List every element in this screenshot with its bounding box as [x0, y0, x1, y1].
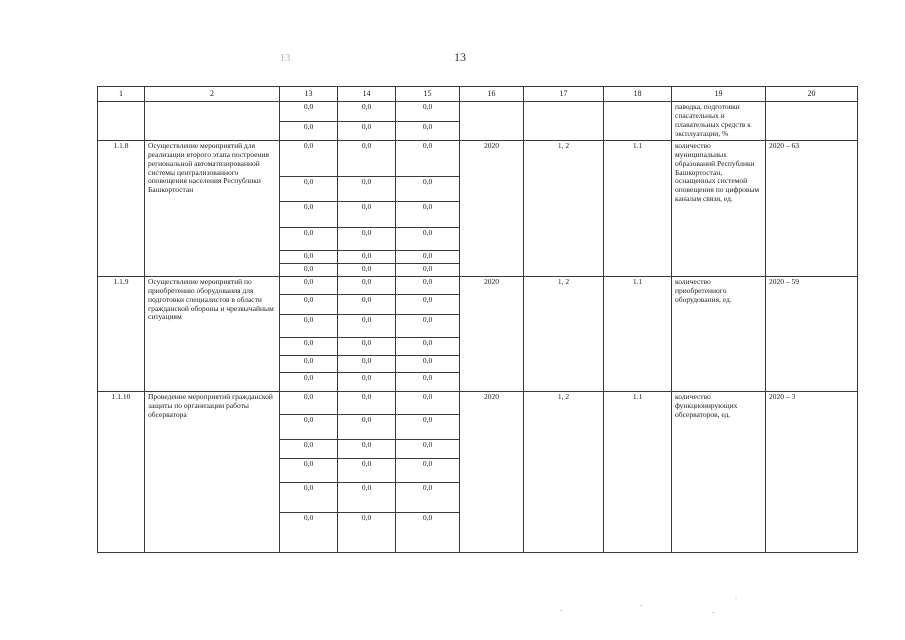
value-cell: 0,0 [396, 177, 460, 202]
col-header: 13 [280, 87, 338, 102]
task-cell [524, 102, 604, 141]
value-cell: 0,0 [396, 141, 460, 177]
value-cell: 0,0 [338, 513, 396, 553]
value-cell: 0,0 [338, 122, 396, 141]
value-cell: 0,0 [338, 392, 396, 415]
value-cell: 0,0 [338, 373, 396, 392]
value-cell: 0,0 [280, 315, 338, 338]
goal-cell: 1.1 [604, 141, 672, 277]
indicator-cell: паводка, подготовки спасательных и плавательных средств к эксплуатации, % [672, 102, 766, 141]
value-cell: 0,0 [338, 356, 396, 373]
task-cell: 1, 2 [524, 277, 604, 392]
event-cell: Проведение мероприятий гражданской защиты по организации работы обсерватора [145, 392, 280, 553]
value-cell: 0,0 [396, 264, 460, 277]
task-cell: 1, 2 [524, 392, 604, 553]
value-cell: 0,0 [280, 251, 338, 264]
event-cell: Осуществление мероприятий для реализации второго этапа построения региональной автоматизированной системы централизованного оповещения населения Республики Башкортостан [145, 141, 280, 277]
row-number-cell: 1.1.8 [98, 141, 145, 277]
value-cell: 0,0 [280, 483, 338, 513]
table-row [98, 277, 858, 295]
value-cell: 0,0 [338, 295, 396, 315]
value-cell: 0,0 [338, 338, 396, 356]
value-cell: 0,0 [396, 483, 460, 513]
event-cell [145, 102, 280, 141]
col-header: 17 [524, 87, 604, 102]
value-cell: 0,0 [280, 202, 338, 228]
value-cell: 0,0 [396, 228, 460, 251]
indicator-cell: количество функционирующих обсерваторов, ед. [672, 392, 766, 553]
scan-speck [712, 612, 714, 613]
value-cell: 0,0 [280, 338, 338, 356]
col-header: 19 [672, 87, 766, 102]
value-cell: 0,0 [338, 483, 396, 513]
task-cell: 1, 2 [524, 141, 604, 277]
value-cell: 0,0 [396, 338, 460, 356]
year-cell: 2020 [460, 141, 524, 277]
col-header: 15 [396, 87, 460, 102]
value-cell: 0,0 [338, 251, 396, 264]
value-cell: 0,0 [338, 141, 396, 177]
value-cell: 0,0 [338, 315, 396, 338]
target-cell [766, 102, 858, 141]
indicator-cell: количество приобретенного оборудования, ед. [672, 277, 766, 392]
col-header: 18 [604, 87, 672, 102]
col-header: 2 [145, 87, 280, 102]
value-cell: 0,0 [338, 264, 396, 277]
row-number-cell [98, 102, 145, 141]
table-row [98, 102, 858, 122]
value-cell: 0,0 [280, 177, 338, 202]
target-cell: 2020 – 63 [766, 141, 858, 277]
page-number: 13 [454, 50, 466, 64]
value-cell: 0,0 [280, 415, 338, 440]
value-cell: 0,0 [396, 251, 460, 264]
value-cell: 0,0 [396, 277, 460, 295]
value-cell: 0,0 [338, 102, 396, 122]
column-header-row [98, 87, 858, 102]
value-cell: 0,0 [396, 415, 460, 440]
value-cell: 0,0 [280, 228, 338, 251]
value-cell: 0,0 [280, 141, 338, 177]
target-cell: 2020 – 3 [766, 392, 858, 553]
value-cell: 0,0 [396, 440, 460, 459]
value-cell: 0,0 [396, 513, 460, 553]
value-cell: 0,0 [280, 440, 338, 459]
value-cell: 0,0 [280, 373, 338, 392]
col-header: 14 [338, 87, 396, 102]
col-header: 16 [460, 87, 524, 102]
value-cell: 0,0 [396, 373, 460, 392]
goal-cell [604, 102, 672, 141]
value-cell: 0,0 [338, 202, 396, 228]
value-cell: 0,0 [396, 122, 460, 141]
value-cell: 0,0 [396, 356, 460, 373]
value-cell: 0,0 [280, 122, 338, 141]
value-cell: 0,0 [338, 177, 396, 202]
row-number-cell: 1.1.9 [98, 277, 145, 392]
value-cell: 0,0 [396, 202, 460, 228]
year-cell: 2020 [460, 392, 524, 553]
col-header: 1 [98, 87, 145, 102]
value-cell: 0,0 [396, 392, 460, 415]
value-cell: 0,0 [396, 102, 460, 122]
table-row [98, 392, 858, 415]
year-cell: 2020 [460, 277, 524, 392]
value-cell: 0,0 [338, 277, 396, 295]
value-cell: 0,0 [396, 459, 460, 483]
value-cell: 0,0 [338, 459, 396, 483]
value-cell: 0,0 [280, 102, 338, 122]
target-cell: 2020 – 59 [766, 277, 858, 392]
value-cell: 0,0 [280, 459, 338, 483]
row-number-cell: 1.1.10 [98, 392, 145, 553]
col-header: 20 [766, 87, 858, 102]
value-cell: 0,0 [338, 228, 396, 251]
event-cell: Осуществление мероприятий по приобретению оборудования для подготовки специалистов в области гражданской обороны и чрезвычайным ситуациям [145, 277, 280, 392]
goal-cell: 1.1 [604, 277, 672, 392]
year-cell [460, 102, 524, 141]
scan-speck [640, 605, 642, 606]
value-cell: 0,0 [338, 440, 396, 459]
scan-speck [560, 610, 562, 611]
value-cell: 0,0 [280, 264, 338, 277]
program-table [97, 86, 858, 553]
value-cell: 0,0 [280, 513, 338, 553]
goal-cell: 1.1 [604, 392, 672, 553]
table-row [98, 141, 858, 177]
ghost-page-number: 13 [279, 52, 291, 64]
indicator-cell: количество муниципальных образований Республики Башкортостан, оснащенных системой оповещения по цифровым каналам связи, ед. [672, 141, 766, 277]
value-cell: 0,0 [280, 295, 338, 315]
value-cell: 0,0 [396, 315, 460, 338]
value-cell: 0,0 [280, 356, 338, 373]
value-cell: 0,0 [338, 415, 396, 440]
value-cell: 0,0 [396, 295, 460, 315]
value-cell: 0,0 [280, 277, 338, 295]
scan-speck [735, 598, 737, 599]
value-cell: 0,0 [280, 392, 338, 415]
